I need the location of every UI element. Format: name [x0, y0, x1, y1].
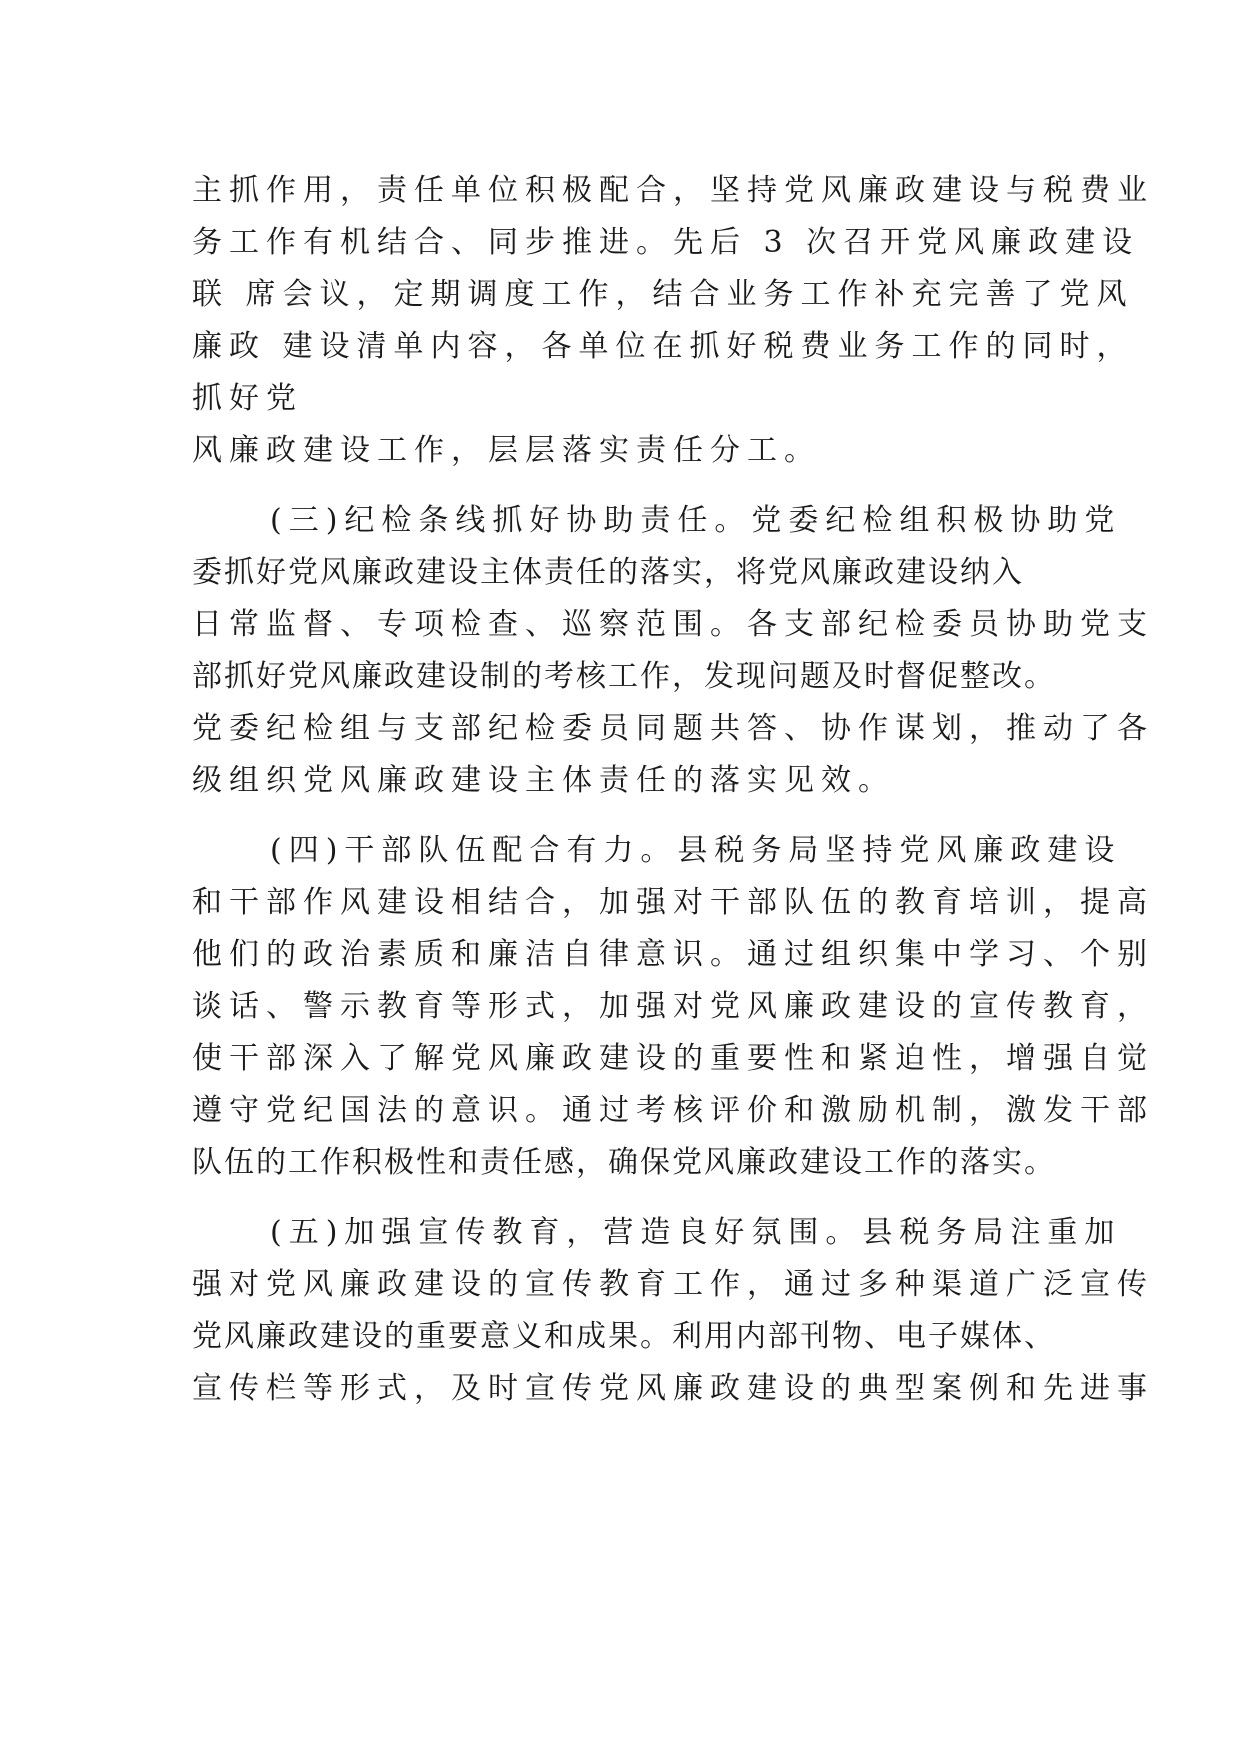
paragraph-line: 日常监督、专项检查、巡察范围。各支部纪检委员协助党支 — [192, 607, 1154, 642]
paragraph-line: 队伍的工作积极性和责任感，确保党风廉政建设工作的落实。 — [192, 1145, 1056, 1180]
paragraph-line: 廉政 建设清单内容，各单位在抓好税费业务工作的同时， — [192, 329, 1134, 364]
paragraph-line: 联 席会议，定期调度工作，结合业务工作补充完善了党风 — [192, 277, 1134, 312]
paragraph-line: 谈话、警示教育等形式，加强对党风廉政建设的宣传教育， — [192, 989, 1154, 1024]
section-heading-line: (五)加强宣传教育，营造良好氛围。县税务局注重加 — [270, 1215, 1122, 1250]
document-body — [192, 165, 1154, 1415]
paragraph-line: 部抓好党风廉政建设制的考核工作，发现问题及时督促整改。 — [192, 659, 1056, 694]
paragraph-line: 强对党风廉政建设的宣传教育工作，通过多种渠道广泛宣传 — [192, 1267, 1154, 1302]
paragraph-line: 遵守党纪国法的意识。通过考核评价和激励机制，激发干部 — [192, 1093, 1154, 1128]
paragraph-line: 宣传栏等形式，及时宣传党风廉政建设的典型案例和先进事 — [192, 1371, 1154, 1406]
paragraph-line: 主抓作用，责任单位积极配合，坚持党风廉政建设与税费业 — [192, 173, 1154, 208]
section-heading-line: (四)干部队伍配合有力。县税务局坚持党风廉政建设 — [270, 833, 1122, 868]
paragraph-line: 风廉政建设工作，层层落实责任分工。 — [192, 433, 821, 468]
paragraph-line: 委抓好党风廉政建设主体责任的落实，将党风廉政建设纳入 — [192, 555, 1024, 590]
paragraph-line: 级组织党风廉政建设主体责任的落实见效。 — [192, 763, 895, 798]
paragraph-line: 务工作有机结合、同步推进。先后 3 次召开党风廉政建设 — [192, 225, 1140, 260]
paragraph-line: 使干部深入了解党风廉政建设的重要性和紧迫性，增强自觉 — [192, 1041, 1154, 1076]
paragraph-line: 抓好党 — [192, 381, 303, 416]
paragraph-line: 他们的政治素质和廉洁自律意识。通过组织集中学习、个别 — [192, 937, 1154, 972]
paragraph-line: 和干部作风建设相结合，加强对干部队伍的教育培训，提高 — [192, 885, 1154, 920]
paragraph-line: 党委纪检组与支部纪检委员同题共答、协作谋划，推动了各 — [192, 711, 1154, 746]
section-heading-line: (三)纪检条线抓好协助责任。党委纪检组积极协助党 — [270, 503, 1122, 538]
paragraph-line: 党风廉政建设的重要意义和成果。利用内部刊物、电子媒体、 — [192, 1319, 1056, 1354]
